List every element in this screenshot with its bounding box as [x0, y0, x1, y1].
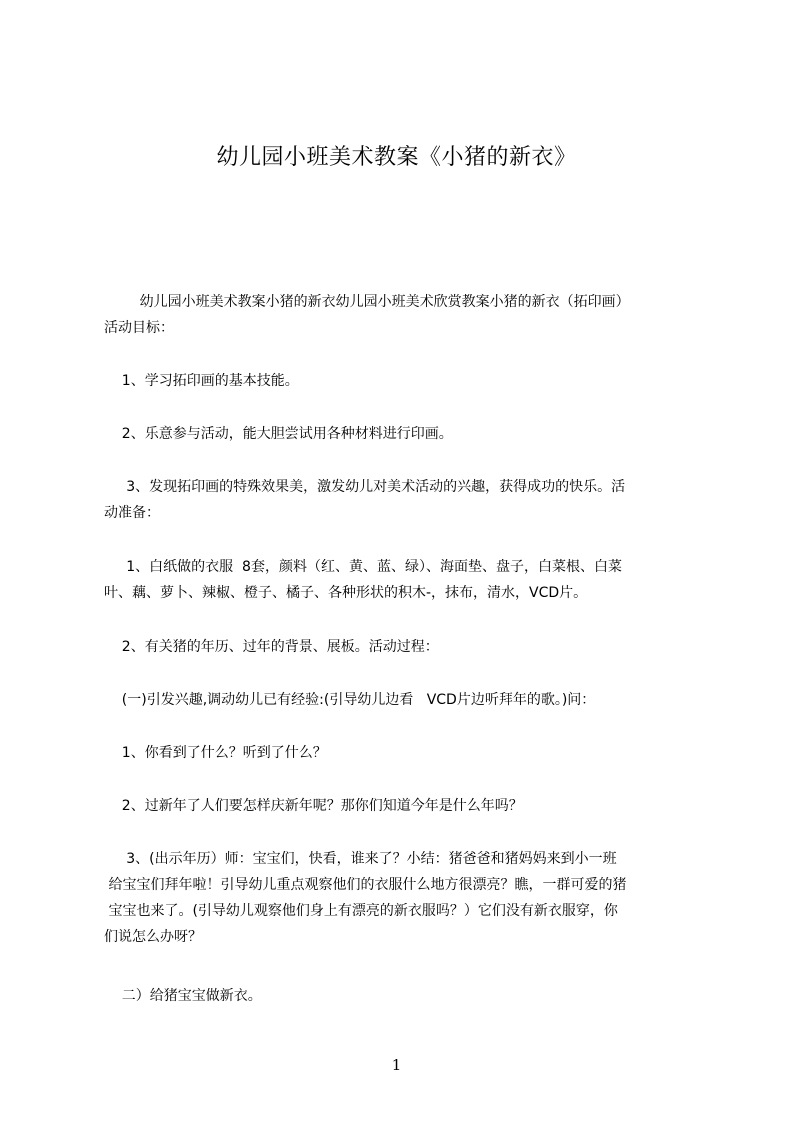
paragraph-question-2 [104, 793, 704, 819]
text-line: 动准备： [104, 505, 160, 521]
document-title: 幼儿园小班美术教案《小猪的新衣》 [216, 145, 577, 170]
text-line: 叶、藕、萝卜、辣椒、橙子、橘子、各种形状的积木-，抹布，清水，VCD片。 [104, 585, 588, 601]
text-line: 2、过新年了人们要怎样庆新年呢？那你们知道今年是什么年吗？ [104, 798, 523, 814]
text-line: 宝宝也来了。(引导幼儿观察他们身上有漂亮的新衣服吗？）它们没有新衣服穿，你 [104, 903, 618, 919]
paragraph-goal-3 [104, 474, 704, 526]
text-line: 1、白纸做的衣服 8套，颜料（红、黄、蓝、绿）、海面垫、盘子，白菜根、白菜 [104, 559, 622, 575]
paragraph-prep-1 [104, 554, 704, 606]
paragraph-question-3 [104, 846, 704, 950]
paragraph-goal-2 [104, 421, 704, 447]
text-line: 3、发现拓印画的特殊效果美，激发幼儿对美术活动的兴趣，获得成功的快乐。活 [104, 479, 626, 495]
paragraph-prep-2 [104, 634, 704, 660]
text-line: 3、(出示年历）师：宝宝们，快看，谁来了？小结：猪爸爸和猪妈妈来到小一班 [104, 851, 617, 867]
paragraph-question-1 [104, 740, 704, 766]
text-line: 幼儿园小班美术教案小猪的新衣幼儿园小班美术欣赏教案小猪的新衣（拓印画） [104, 294, 630, 310]
paragraph-goal-1 [104, 368, 704, 394]
text-line: 2、乐意参与活动，能大胆尝试用各种材料进行印画。 [104, 426, 453, 442]
text-line: 2、有关猪的年历、过年的背景、展板。活动过程： [104, 639, 439, 655]
paragraph-step-1 [104, 687, 704, 713]
paragraph-intro [104, 289, 704, 341]
text-line: 们说怎么办呀？ [104, 929, 202, 945]
text-line: 1、你看到了什么？听到了什么？ [104, 745, 327, 761]
page-number: 1 [391, 1056, 402, 1074]
text-line: (一)引发兴趣,调动幼儿已有经验:(引导幼儿边看 VCD片边听拜年的歌。)问： [104, 692, 596, 708]
text-line: 二）给猪宝宝做新衣。 [104, 988, 262, 1004]
paragraph-step-2 [104, 983, 704, 1009]
text-line: 给宝宝们拜年啦！引导幼儿重点观察他们的衣服什么地方很漂亮？瞧，一群可爱的猪 [104, 877, 627, 893]
text-line: 1、学习拓印画的基本技能。 [104, 373, 299, 389]
text-line: 活动目标： [104, 320, 174, 336]
